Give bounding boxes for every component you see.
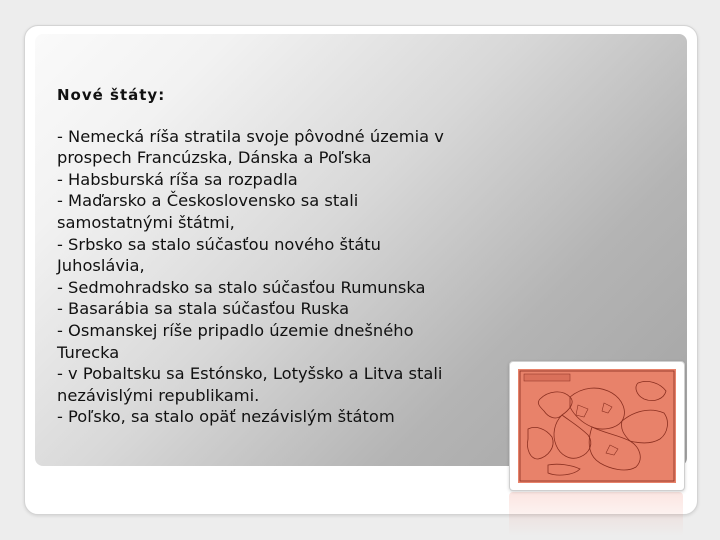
slide-text-block: [57, 85, 517, 428]
text-line-12: - v Pobaltsku sa Estónsko, Lotyšsko a Litva stali: [57, 364, 443, 384]
text-line-10: - Osmanskej ríše pripadlo územie dnešného: [57, 320, 414, 340]
text-line-14: - Poľsko, sa stalo opäť nezávislým štátom: [57, 407, 395, 427]
text-line-9: - Basarábia sa stala súčasťou Ruska: [57, 299, 350, 319]
text-line-5: samostatnými štátmi,: [57, 212, 235, 232]
map-drawing: [518, 369, 676, 483]
slide-heading: Nové štáty:: [57, 86, 166, 104]
text-line-4: - Maďarsko a Československo sa stali: [57, 191, 359, 211]
text-line-8: - Sedmohradsko sa stalo súčasťou Rumunska: [57, 277, 426, 297]
text-line-13: nezávislými republikami.: [57, 385, 260, 405]
text-line-7: Juhoslávia,: [57, 256, 145, 276]
map-reflection: [509, 492, 683, 536]
map-title-box: [524, 374, 570, 381]
text-line-3: - Habsburská ríša sa rozpadla: [57, 169, 298, 189]
text-line-11: Turecka: [57, 342, 120, 362]
europe-map-image: [509, 361, 685, 491]
slide-card: [24, 25, 698, 515]
text-line-6: - Srbsko sa stalo súčasťou nového štátu: [57, 234, 382, 254]
text-line-1: - Nemecká ríša stratila svoje pôvodné územia v: [57, 126, 444, 146]
map-background: [518, 369, 676, 483]
text-line-2: prospech Francúzska, Dánska a Poľska: [57, 148, 372, 168]
